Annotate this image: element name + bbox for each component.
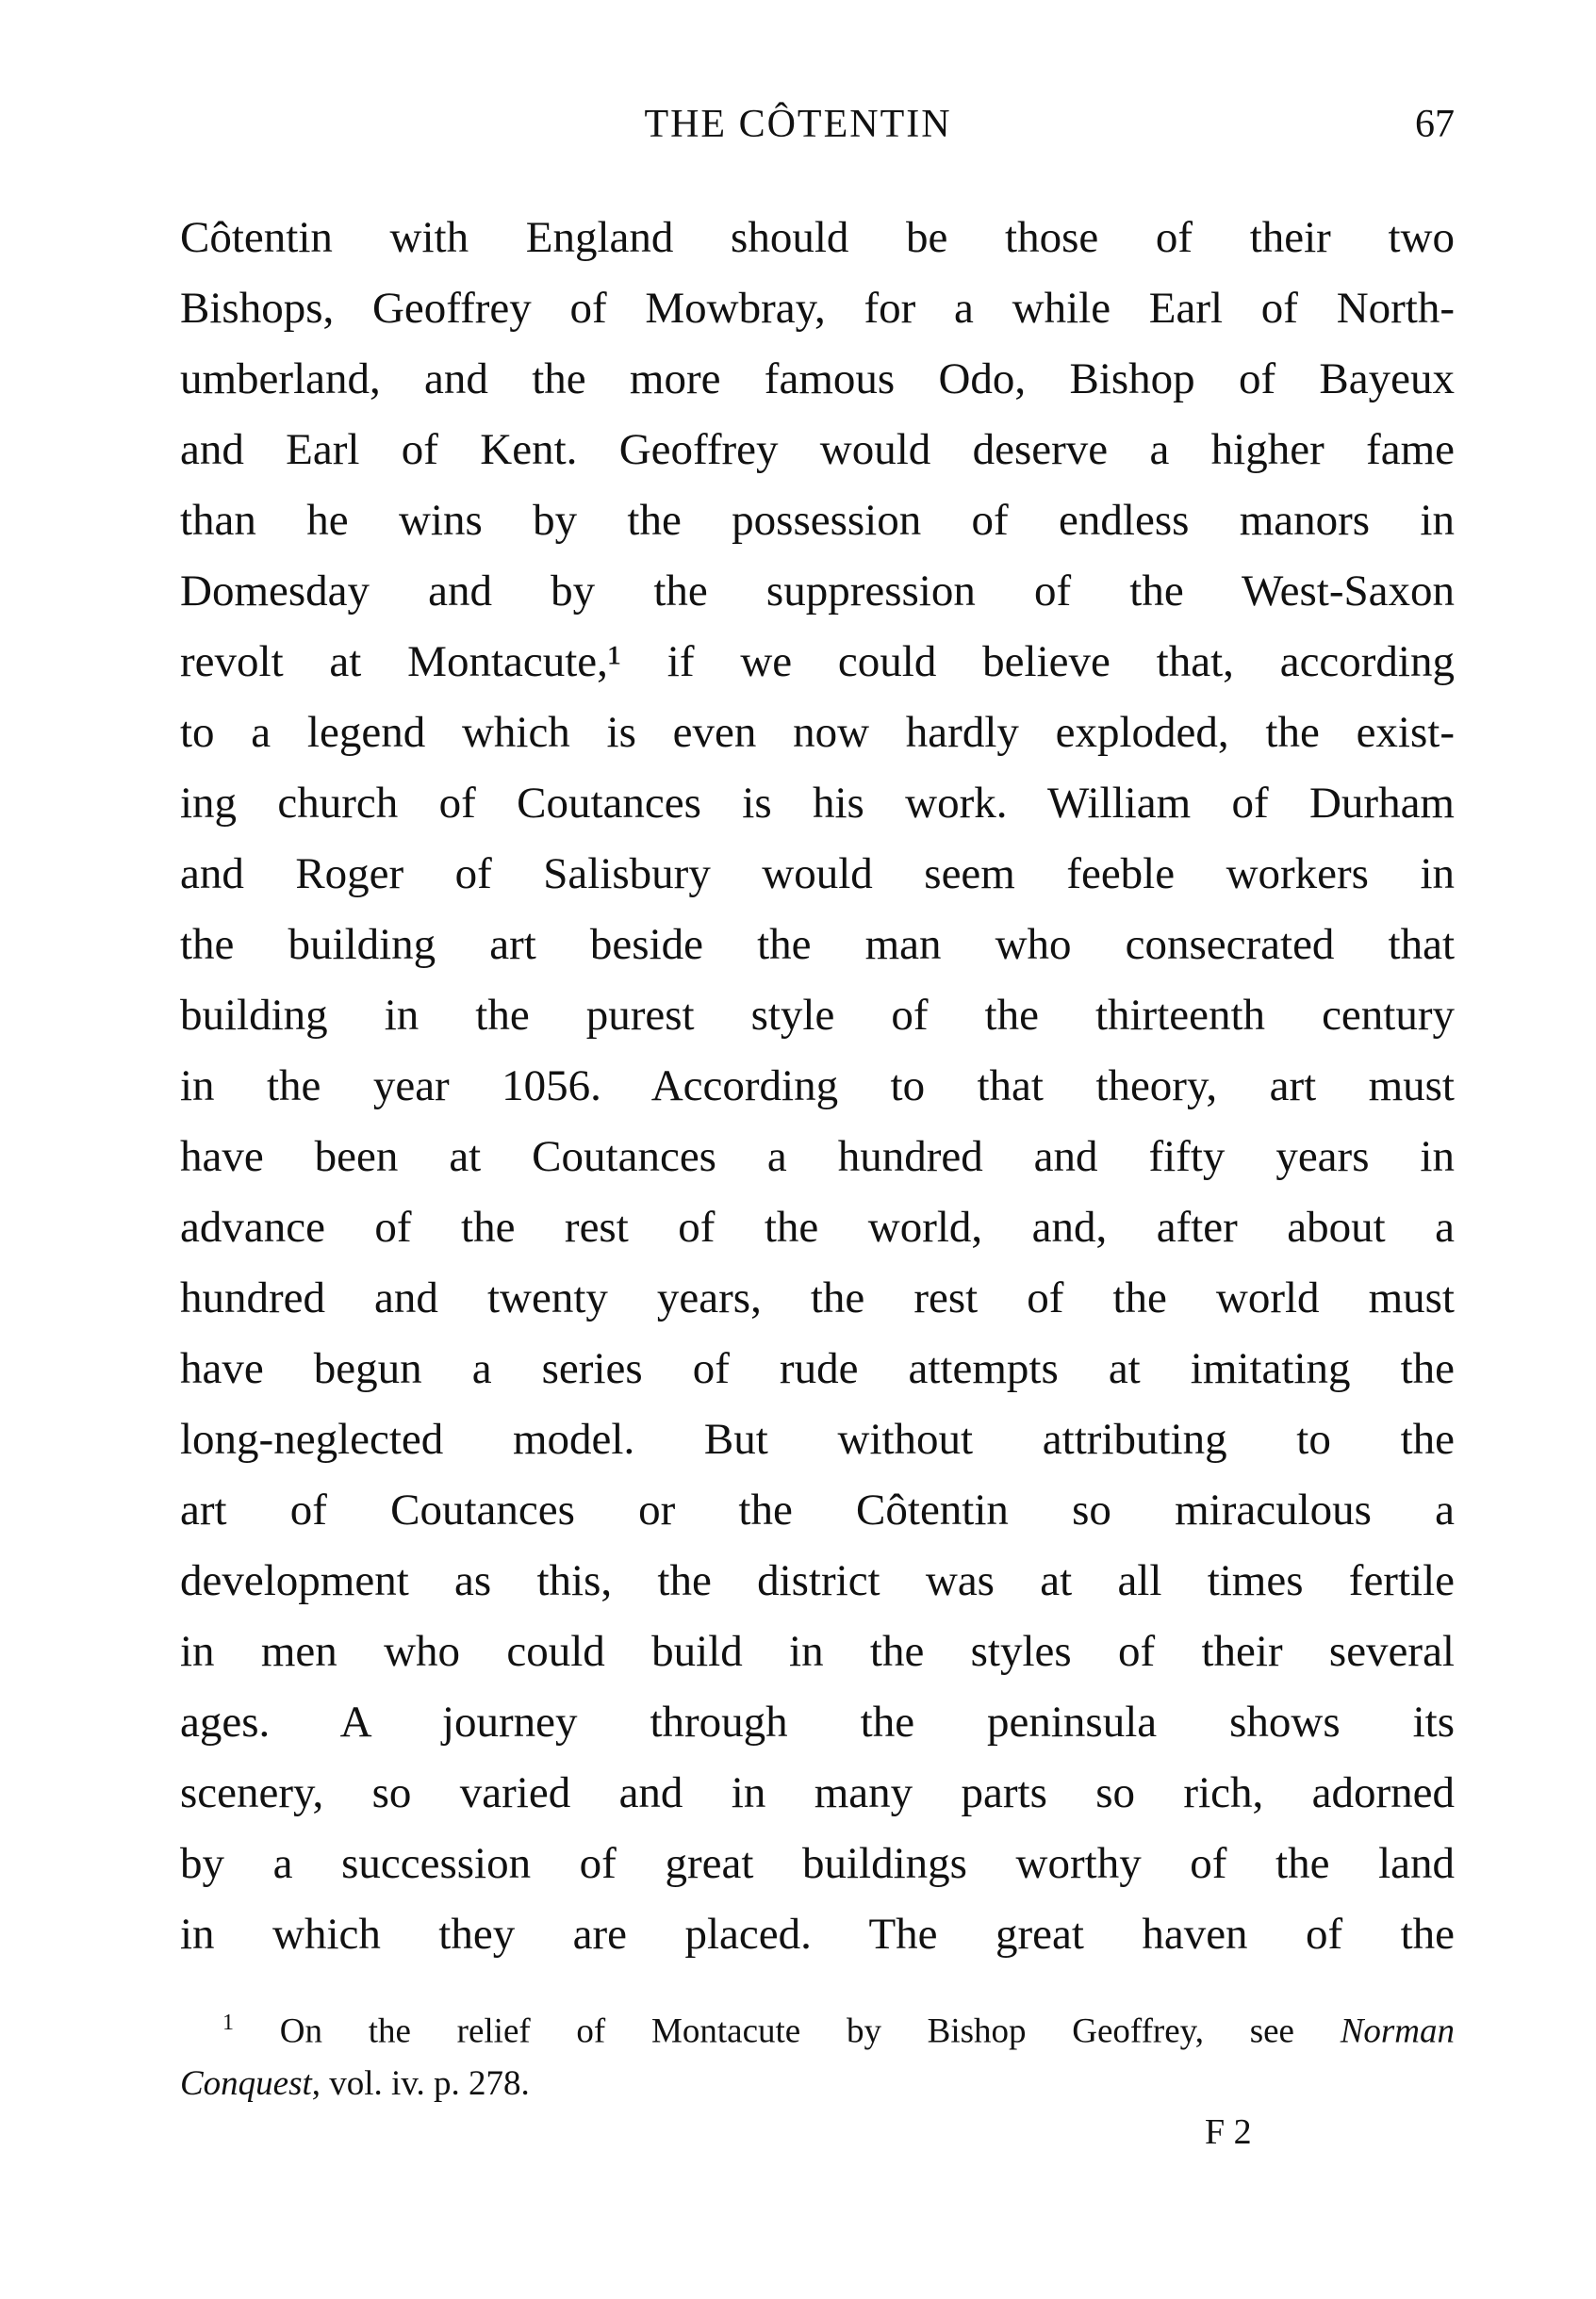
- text-line: in men who could build in the styles of their several: [180, 1627, 1455, 1676]
- footnote-italic-title-cont: Conquest: [180, 2064, 312, 2104]
- signature-mark: F 2: [1205, 2112, 1252, 2152]
- footnote-reference: , vol. iv. p. 278.: [311, 2064, 530, 2104]
- text-line: have begun a series of rude attempts at imitating the: [180, 1344, 1455, 1393]
- text-line: long-neglected model. But without attributing to the: [180, 1415, 1455, 1464]
- text-line: development as this, the district was at all times fertile: [180, 1556, 1455, 1605]
- text-line: have been at Coutances a hundred and fifty years in: [180, 1132, 1455, 1181]
- text-line: the building art beside the man who consecrated that: [180, 920, 1455, 969]
- text-line: and Roger of Salisbury would seem feeble workers in: [180, 849, 1455, 898]
- footnote-text: On the relief of Montacute by Bishop Geoffrey, see: [279, 2012, 1341, 2051]
- text-line: and Earl of Kent. Geoffrey would deserve a higher fame: [180, 425, 1455, 474]
- footnote: [180, 1996, 1455, 2110]
- text-line: in the year 1056. According to that theory, art must: [180, 1061, 1455, 1110]
- text-line: to a legend which is even now hardly exploded, the exist-: [180, 708, 1455, 757]
- text-line: revolt at Montacute,¹ if we could believe that, according: [180, 637, 1455, 686]
- text-line: than he wins by the possession of endless manors in: [180, 496, 1455, 545]
- text-line: in which they are placed. The great haven of the: [180, 1910, 1455, 1959]
- text-line: umberland, and the more famous Odo, Bishop of Bayeux: [180, 354, 1455, 403]
- text-line: art of Coutances or the Côtentin so miraculous a: [180, 1486, 1455, 1535]
- footnote-marker: 1: [222, 2011, 234, 2035]
- footnote-italic-title: Norman: [1340, 2012, 1456, 2051]
- text-line: building in the purest style of the thirteenth century: [180, 991, 1455, 1040]
- text-line: by a succession of great buildings worthy of the land: [180, 1839, 1455, 1888]
- text-line: hundred and twenty years, the rest of the world must: [180, 1273, 1455, 1322]
- page-number: 67: [1415, 103, 1455, 146]
- text-line: Bishops, Geoffrey of Mowbray, for a while Earl of North-: [180, 284, 1455, 333]
- text-line: ing church of Coutances is his work. William of Durham: [180, 779, 1455, 828]
- running-title: THE CÔTENTIN: [644, 103, 952, 146]
- text-line: scenery, so varied and in many parts so rich, adorned: [180, 1768, 1455, 1817]
- text-line: Côtentin with England should be those of their two: [180, 213, 1455, 262]
- body-text: [180, 203, 1455, 1970]
- text-line: Domesday and by the suppression of the West-Saxon: [180, 567, 1455, 616]
- text-line: advance of the rest of the world, and, after about a: [180, 1203, 1455, 1252]
- text-line: ages. A journey through the peninsula shows its: [180, 1698, 1455, 1747]
